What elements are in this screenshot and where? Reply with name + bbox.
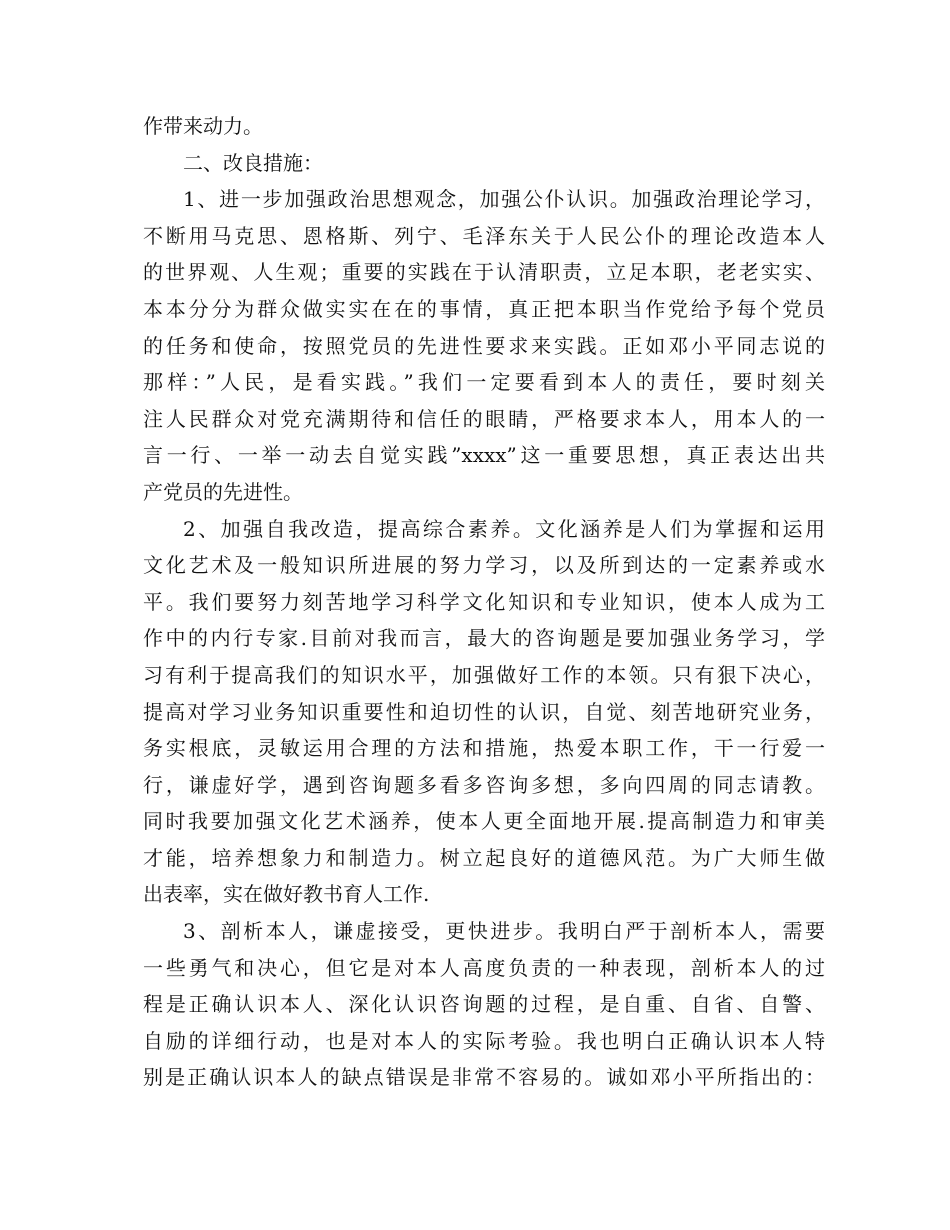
paragraph-2-line: 同时我要加强文化艺术涵养，使本人更全面地开展.提高制造力和审美 [143,809,825,834]
section-heading: 二、改良措施： [183,150,323,175]
paragraph-1-line: 本本分分为群众做实实在在的事情，真正把本职当作党给予每个党员 [143,296,825,321]
paragraph-2-line: 出表率，实在做好教书育人工作. [143,882,430,907]
paragraph-2-line: 平。我们要努力刻苦地学习科学文化知识和专业知识，使本人成为工 [143,589,825,614]
paragraph-1-line: 注人民群众对党充满期待和信任的眼睛，严格要求本人，用本人的一 [143,406,825,431]
paragraph-1-line: 那样：”人民，是看实践。”我们一定要看到本人的责任，要时刻关 [143,370,825,395]
paragraph-3-line: 自励的详细行动，也是对本人的实际考验。我也明白正确认识本人特 [143,1028,825,1053]
paragraph-3-line: 一些勇气和决心，但它是对本人高度负责的一种表现，剖析本人的过 [143,955,825,980]
paragraph-1-line: 不断用马克思、恩格斯、列宁、毛泽东关于人民公仆的理论改造本人 [143,223,825,248]
paragraph-2-line: 作中的内行专家.目前对我而言，最大的咨询题是要加强业务学习，学 [143,626,825,651]
paragraph-2-line: 提高对学习业务知识重要性和迫切性的认识，自觉、刻苦地研究业务， [143,699,825,724]
paragraph-1-line: 言一行、一举一动去自觉实践”xxxx”这一重要思想，真正表达出共 [143,443,825,468]
paragraph-1-line: 产党员的先进性。 [143,479,303,504]
paragraph-3-line: 3、剖析本人，谦虚接受，更快进步。我明白严于剖析本人，需要 [183,919,825,944]
paragraph-2-line: 习有利于提高我们的知识水平，加强做好工作的本领。只有狠下决心， [143,662,825,687]
paragraph-1-line: 的任务和使命，按照党员的先进性要求来实践。正如邓小平同志说的 [143,333,825,358]
paragraph-1-line: 1、进一步加强政治思想观念，加强公仆认识。加强政治理论学习， [183,187,825,212]
paragraph-2-line: 行，谦虚好学，遇到咨询题多看多咨询多想，多向四周的同志请教。 [143,772,825,797]
paragraph-3-line: 程是正确认识本人、深化认识咨询题的过程，是自重、自省、自警、 [143,992,825,1017]
paragraph-2-line: 文化艺术及一般知识所进展的努力学习，以及所到达的一定素养或水 [143,553,825,578]
paragraph-1-line: 的世界观、人生观；重要的实践在于认清职责，立足本职，老老实实、 [143,260,825,285]
paragraph-2-line: 务实根底，灵敏运用合理的方法和措施，热爱本职工作，干一行爱一 [143,736,825,761]
paragraph-2-line: 2、加强自我改造，提高综合素养。文化涵养是人们为掌握和运用 [183,516,825,541]
document-body [143,108,825,1096]
paragraph-3-line: 别是正确认识本人的缺点错误是非常不容易的。诚如邓小平所指出的： [143,1065,825,1090]
text-line: 作带来动力。 [143,114,263,138]
paragraph-2-line: 才能，培养想象力和制造力。树立起良好的道德风范。为广大师生做 [143,845,825,870]
